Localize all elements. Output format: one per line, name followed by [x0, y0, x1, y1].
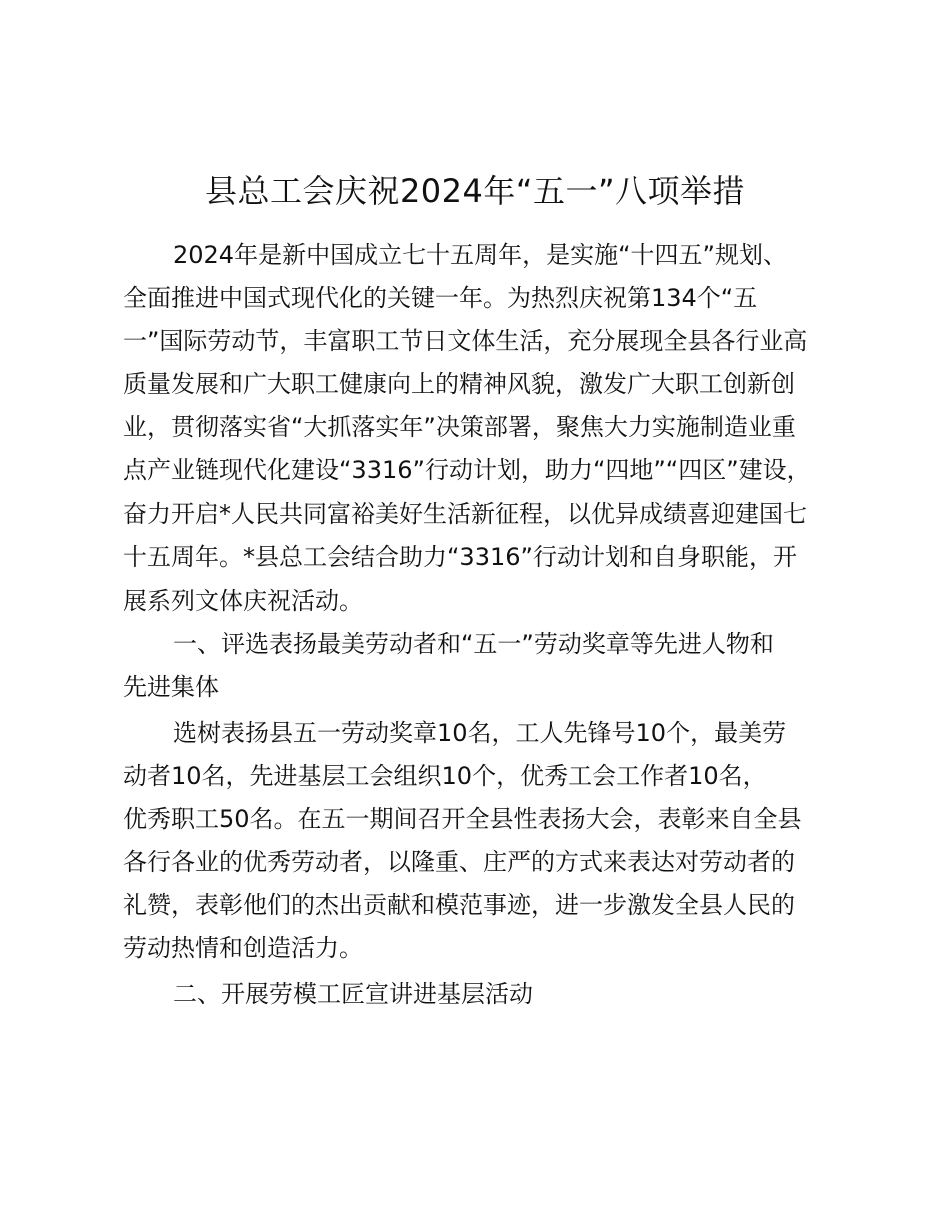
document-title: 县总工会庆祝2024年“五一”八项举措: [204, 172, 746, 210]
section1-body-line-4: 各行各业的优秀劳动者，以隆重、庄严的方式来表达对劳动者的: [123, 848, 795, 876]
section1-body-line-2: 动者10名，先进基层工会组织10个，优秀工会工作者10名，: [123, 762, 767, 790]
section2-heading: 二、开展劳模工匠宣讲进基层活动: [173, 980, 533, 1008]
intro-line-9: 展系列文体庆祝活动。: [123, 587, 363, 615]
intro-line-2: 全面推进中国式现代化的关键一年。为热烈庆祝第134个“五: [123, 284, 758, 312]
intro-line-3: 一”国际劳动节，丰富职工节日文体生活，充分展现全县各行业高: [123, 327, 808, 355]
intro-line-1: 2024年是新中国成立七十五周年，是实施“十四五”规划、: [173, 241, 787, 269]
section1-body-line-5: 礼赞，表彰他们的杰出贡献和模范事迹，进一步激发全县人民的: [123, 891, 795, 919]
section1-body-line-3: 优秀职工50名。在五一期间召开全县性表扬大会，表彰来自全县: [123, 805, 802, 833]
intro-line-4: 质量发展和广大职工健康向上的精神风貌，激发广大职工创新创: [123, 370, 795, 398]
intro-line-8: 十五周年。*县总工会结合助力“3316”行动计划和自身职能，开: [123, 543, 797, 571]
intro-line-6: 点产业链现代化建设“3316”行动计划，助力“四地”“四区”建设，: [123, 456, 811, 484]
section1-heading-line-1: 一、评选表扬最美劳动者和“五一”劳动奖章等先进人物和: [173, 630, 774, 658]
section1-body-line-6: 劳动热情和创造活力。: [123, 934, 363, 962]
section1-heading-line-2: 先进集体: [123, 673, 219, 701]
section1-body-line-1: 选树表扬县五一劳动奖章10名，工人先锋号10个，最美劳: [173, 719, 787, 747]
intro-line-7: 奋力开启*人民共同富裕美好生活新征程，以优异成绩喜迎建国七: [123, 500, 807, 528]
intro-line-5: 业，贯彻落实省“大抓落实年”决策部署，聚焦大力实施制造业重: [123, 413, 796, 441]
